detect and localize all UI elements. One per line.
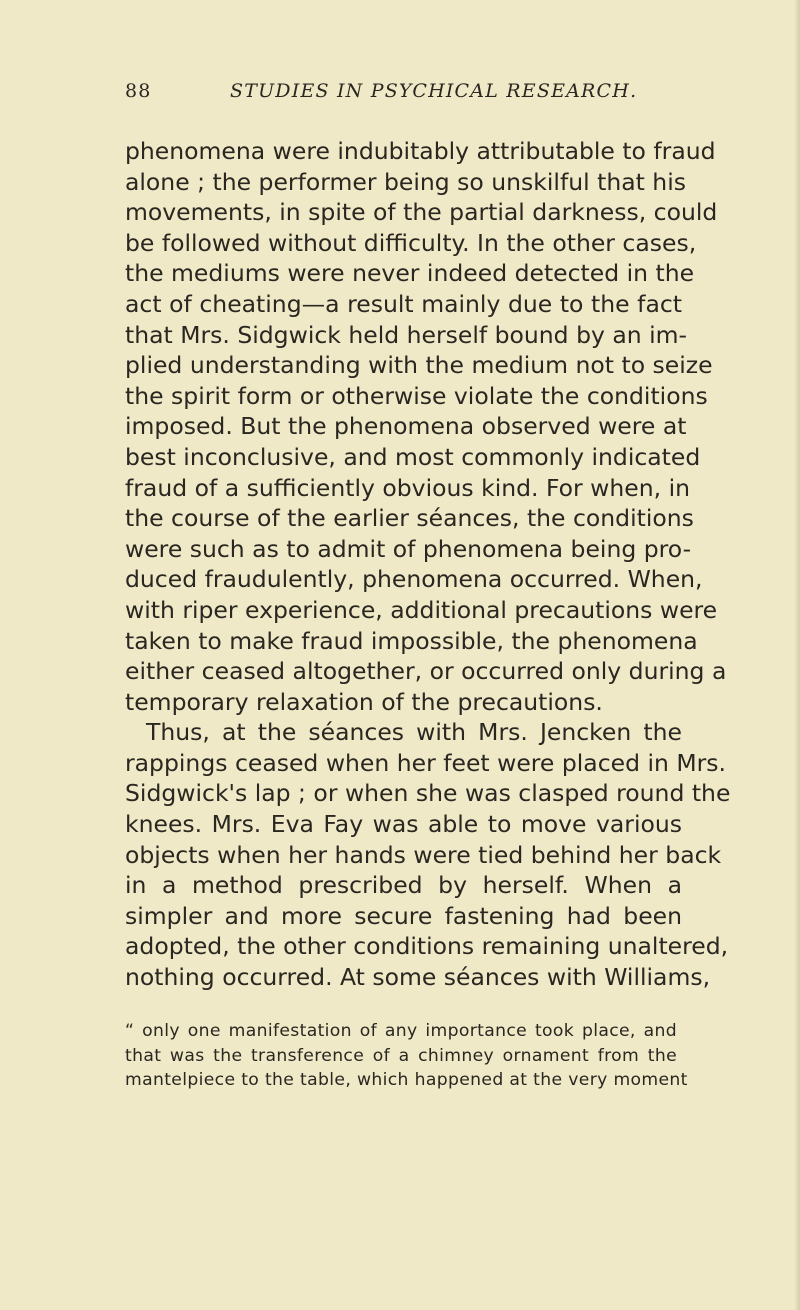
- text-line: be followed without difficulty. In the other cases,: [125, 228, 697, 257]
- text-line: with riper experience, additional precautions were: [125, 595, 718, 624]
- body-text: [125, 136, 731, 993]
- text-line: knees. Mrs. Eva Fay was able to move various: [125, 810, 682, 839]
- quote-line: “ only one manifestation of any importance took place, and: [125, 1021, 677, 1041]
- text-line: were such as to admit of phenomena being pro-: [125, 534, 692, 563]
- text-line: Thus, at the séances with Mrs. Jencken the: [146, 718, 682, 747]
- running-head: STUDIES IN PSYCHICAL RESEARCH.: [230, 80, 638, 102]
- text-line: adopted, the other conditions remaining unaltered,: [125, 932, 729, 961]
- text-line: either ceased altogether, or occurred only during a: [125, 657, 727, 686]
- text-line: rappings ceased when her feet were placed in Mrs.: [125, 748, 727, 777]
- text-line: objects when her hands were tied behind her back: [125, 840, 722, 869]
- quote-line: mantelpiece to the table, which happened at the very moment: [125, 1070, 688, 1091]
- text-line: temporary relaxation of the precautions.: [125, 687, 603, 716]
- text-line: the mediums were never indeed detected in the: [125, 259, 695, 288]
- text-line: alone ; the performer being so unskilful that his: [125, 167, 686, 196]
- text-line: the spirit form or otherwise violate the conditions: [125, 381, 708, 410]
- text-line: plied understanding with the medium not to seize: [125, 351, 713, 380]
- text-line: best inconclusive, and most commonly indicated: [125, 442, 701, 471]
- text-line: movements, in spite of the partial darkness, could: [125, 198, 718, 227]
- text-line: duced fraudulently, phenomena occurred. When,: [125, 565, 703, 594]
- quote-line: that was the transference of a chimney ornament from the: [125, 1045, 677, 1066]
- page-number: 88: [125, 80, 152, 102]
- text-line: nothing occurred. At some séances with Williams,: [125, 963, 711, 992]
- page-header: [125, 80, 675, 112]
- text-line: taken to make fraud impossible, the phenomena: [125, 626, 698, 655]
- text-line: simpler and more secure fastening had been: [125, 901, 682, 930]
- text-line: that Mrs. Sidgwick held herself bound by an im-: [125, 320, 688, 349]
- text-line: the course of the earlier séances, the conditions: [125, 504, 694, 533]
- text-line: imposed. But the phenomena observed were at: [125, 412, 687, 441]
- text-line: Sidgwick's lap ; or when she was clasped round the: [125, 779, 731, 808]
- text-line: fraud of a sufficiently obvious kind. For when, in: [125, 473, 691, 502]
- text-line: phenomena were indubitably attributable to fraud: [125, 137, 716, 165]
- text-line: in a method prescribed by herself. When a: [125, 871, 682, 900]
- quoted-passage: [125, 1019, 688, 1093]
- page-edge-shadow: [794, 0, 800, 1310]
- text-line: act of cheating—a result mainly due to the fact: [125, 289, 682, 318]
